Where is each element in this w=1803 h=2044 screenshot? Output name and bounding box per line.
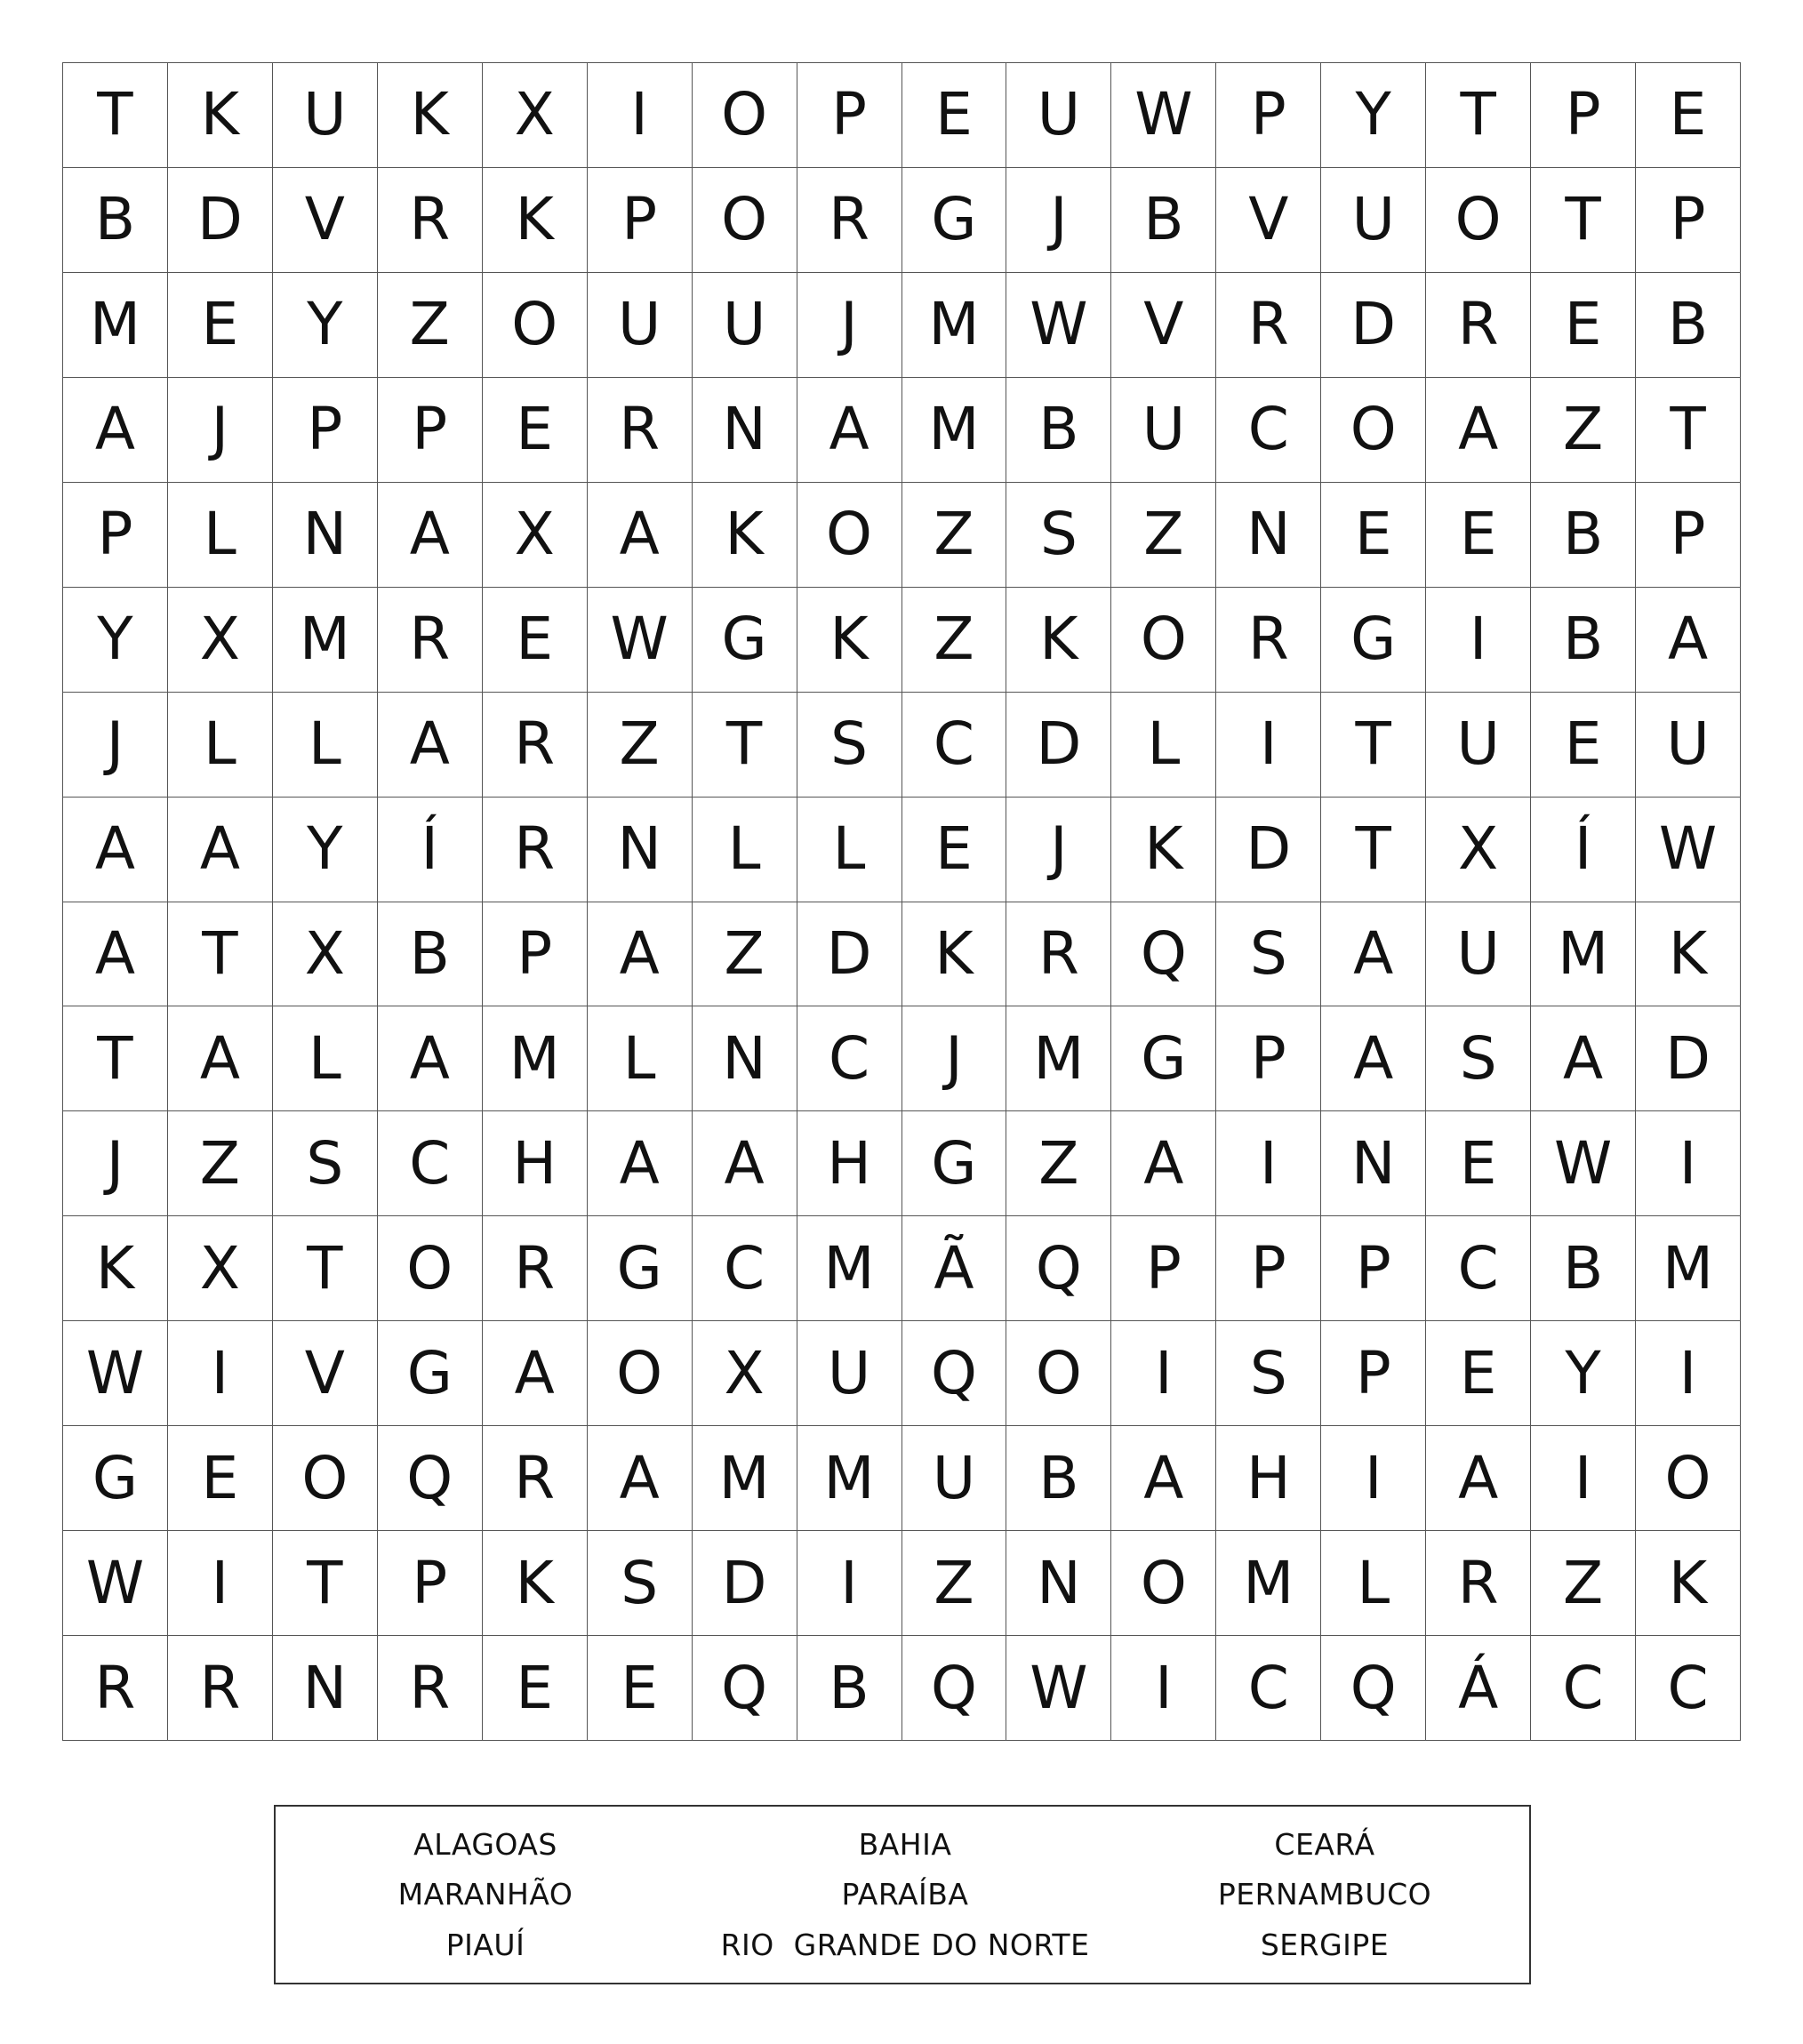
grid-cell-r7-c9[interactable]: C: [902, 693, 1007, 798]
grid-cell-r10-c2[interactable]: A: [168, 1006, 273, 1111]
grid-cell-r4-c15[interactable]: Z: [1531, 378, 1636, 483]
grid-cell-r13-c2[interactable]: I: [168, 1321, 273, 1426]
grid-cell-r8-c12[interactable]: D: [1216, 798, 1321, 902]
grid-cell-r11-c12[interactable]: I: [1216, 1111, 1321, 1216]
grid-cell-r15-c11[interactable]: O: [1111, 1531, 1216, 1636]
grid-cell-r14-c4[interactable]: Q: [378, 1426, 483, 1531]
grid-cell-r11-c13[interactable]: N: [1321, 1111, 1426, 1216]
grid-cell-r2-c1[interactable]: B: [63, 168, 168, 273]
grid-cell-r2-c11[interactable]: B: [1111, 168, 1216, 273]
grid-cell-r3-c13[interactable]: D: [1321, 273, 1426, 378]
grid-cell-r10-c9[interactable]: J: [902, 1006, 1007, 1111]
grid-cell-r8-c13[interactable]: T: [1321, 798, 1426, 902]
grid-cell-r15-c15[interactable]: Z: [1531, 1531, 1636, 1636]
grid-cell-r11-c11[interactable]: A: [1111, 1111, 1216, 1216]
grid-cell-r7-c4[interactable]: A: [378, 693, 483, 798]
grid-cell-r9-c2[interactable]: T: [168, 902, 273, 1007]
grid-cell-r5-c13[interactable]: E: [1321, 483, 1426, 588]
grid-cell-r9-c14[interactable]: U: [1426, 902, 1531, 1007]
grid-cell-r10-c11[interactable]: G: [1111, 1006, 1216, 1111]
grid-cell-r1-c10[interactable]: U: [1006, 63, 1111, 168]
grid-cell-r8-c10[interactable]: J: [1006, 798, 1111, 902]
grid-cell-r14-c9[interactable]: U: [902, 1426, 1007, 1531]
grid-cell-r2-c10[interactable]: J: [1006, 168, 1111, 273]
grid-cell-r9-c1[interactable]: A: [63, 902, 168, 1007]
grid-cell-r8-c4[interactable]: Í: [378, 798, 483, 902]
grid-cell-r13-c5[interactable]: A: [483, 1321, 588, 1426]
grid-cell-r9-c3[interactable]: X: [273, 902, 378, 1007]
grid-cell-r6-c9[interactable]: Z: [902, 588, 1007, 693]
word-list-item: PIAUÍ: [445, 1928, 525, 1963]
grid-cell-r15-c12[interactable]: M: [1216, 1531, 1321, 1636]
grid-cell-r3-c4[interactable]: Z: [378, 273, 483, 378]
grid-cell-r9-c7[interactable]: Z: [693, 902, 797, 1007]
grid-cell-r2-c16[interactable]: P: [1636, 168, 1741, 273]
grid-cell-r14-c12[interactable]: H: [1216, 1426, 1321, 1531]
grid-cell-r4-c7[interactable]: N: [693, 378, 797, 483]
grid-cell-r14-c5[interactable]: R: [483, 1426, 588, 1531]
grid-cell-r2-c7[interactable]: O: [693, 168, 797, 273]
grid-cell-r6-c5[interactable]: E: [483, 588, 588, 693]
grid-cell-r8-c16[interactable]: W: [1636, 798, 1741, 902]
grid-cell-r6-c1[interactable]: Y: [63, 588, 168, 693]
grid-cell-r13-c9[interactable]: Q: [902, 1321, 1007, 1426]
grid-cell-r10-c3[interactable]: L: [273, 1006, 378, 1111]
grid-cell-r6-c10[interactable]: K: [1006, 588, 1111, 693]
grid-cell-r5-c8[interactable]: O: [797, 483, 902, 588]
grid-cell-r12-c5[interactable]: R: [483, 1216, 588, 1321]
grid-cell-r13-c1[interactable]: W: [63, 1321, 168, 1426]
grid-cell-r10-c6[interactable]: L: [588, 1006, 693, 1111]
grid-cell-r1-c1[interactable]: T: [63, 63, 168, 168]
grid-cell-r3-c5[interactable]: O: [483, 273, 588, 378]
grid-cell-r7-c8[interactable]: S: [797, 693, 902, 798]
grid-cell-r6-c3[interactable]: M: [273, 588, 378, 693]
grid-cell-r6-c14[interactable]: I: [1426, 588, 1531, 693]
grid-cell-r6-c15[interactable]: B: [1531, 588, 1636, 693]
grid-cell-r11-c16[interactable]: I: [1636, 1111, 1741, 1216]
grid-cell-r3-c6[interactable]: U: [588, 273, 693, 378]
grid-cell-r5-c15[interactable]: B: [1531, 483, 1636, 588]
grid-cell-r2-c13[interactable]: U: [1321, 168, 1426, 273]
grid-cell-r8-c8[interactable]: L: [797, 798, 902, 902]
grid-cell-r12-c6[interactable]: G: [588, 1216, 693, 1321]
grid-cell-r10-c10[interactable]: M: [1006, 1006, 1111, 1111]
grid-cell-r11-c7[interactable]: A: [693, 1111, 797, 1216]
grid-cell-r4-c5[interactable]: E: [483, 378, 588, 483]
grid-cell-r5-c11[interactable]: Z: [1111, 483, 1216, 588]
grid-cell-r3-c9[interactable]: M: [902, 273, 1007, 378]
grid-cell-r9-c11[interactable]: Q: [1111, 902, 1216, 1007]
grid-cell-r10-c7[interactable]: N: [693, 1006, 797, 1111]
grid-cell-r7-c15[interactable]: E: [1531, 693, 1636, 798]
grid-cell-r12-c11[interactable]: P: [1111, 1216, 1216, 1321]
grid-cell-r7-c12[interactable]: I: [1216, 693, 1321, 798]
grid-cell-r5-c16[interactable]: P: [1636, 483, 1741, 588]
grid-cell-r12-c9[interactable]: Ã: [902, 1216, 1007, 1321]
grid-cell-r7-c14[interactable]: U: [1426, 693, 1531, 798]
grid-cell-r6-c4[interactable]: R: [378, 588, 483, 693]
grid-cell-r11-c14[interactable]: E: [1426, 1111, 1531, 1216]
grid-cell-r13-c13[interactable]: P: [1321, 1321, 1426, 1426]
word-list-item: PERNAMBUCO: [1217, 1877, 1432, 1912]
grid-cell-r14-c10[interactable]: B: [1006, 1426, 1111, 1531]
grid-cell-r4-c3[interactable]: P: [273, 378, 378, 483]
grid-cell-r12-c1[interactable]: K: [63, 1216, 168, 1321]
grid-cell-r7-c1[interactable]: J: [63, 693, 168, 798]
grid-cell-r14-c3[interactable]: O: [273, 1426, 378, 1531]
grid-cell-r8-c1[interactable]: A: [63, 798, 168, 902]
grid-cell-r4-c10[interactable]: B: [1006, 378, 1111, 483]
grid-cell-r13-c10[interactable]: O: [1006, 1321, 1111, 1426]
grid-cell-r1-c7[interactable]: O: [693, 63, 797, 168]
grid-cell-r16-c16[interactable]: C: [1636, 1636, 1741, 1741]
grid-cell-r13-c11[interactable]: I: [1111, 1321, 1216, 1426]
grid-cell-r12-c4[interactable]: O: [378, 1216, 483, 1321]
grid-cell-r8-c2[interactable]: A: [168, 798, 273, 902]
word-search-grid: [62, 62, 1741, 1741]
grid-cell-r15-c7[interactable]: D: [693, 1531, 797, 1636]
grid-cell-r15-c3[interactable]: T: [273, 1531, 378, 1636]
grid-cell-r1-c13[interactable]: Y: [1321, 63, 1426, 168]
grid-cell-r6-c11[interactable]: O: [1111, 588, 1216, 693]
grid-cell-r16-c4[interactable]: R: [378, 1636, 483, 1741]
grid-cell-r4-c11[interactable]: U: [1111, 378, 1216, 483]
grid-cell-r11-c8[interactable]: H: [797, 1111, 902, 1216]
grid-cell-r9-c10[interactable]: R: [1006, 902, 1111, 1007]
grid-cell-r7-c13[interactable]: T: [1321, 693, 1426, 798]
grid-cell-r13-c12[interactable]: S: [1216, 1321, 1321, 1426]
grid-cell-r4-c12[interactable]: C: [1216, 378, 1321, 483]
grid-cell-r6-c16[interactable]: A: [1636, 588, 1741, 693]
grid-cell-r3-c12[interactable]: R: [1216, 273, 1321, 378]
grid-cell-r1-c15[interactable]: P: [1531, 63, 1636, 168]
grid-cell-r1-c8[interactable]: P: [797, 63, 902, 168]
grid-cell-r10-c13[interactable]: A: [1321, 1006, 1426, 1111]
grid-cell-r7-c10[interactable]: D: [1006, 693, 1111, 798]
grid-cell-r15-c8[interactable]: I: [797, 1531, 902, 1636]
grid-cell-r1-c3[interactable]: U: [273, 63, 378, 168]
grid-cell-r15-c16[interactable]: K: [1636, 1531, 1741, 1636]
grid-cell-r16-c15[interactable]: C: [1531, 1636, 1636, 1741]
grid-cell-r14-c15[interactable]: I: [1531, 1426, 1636, 1531]
grid-cell-r16-c13[interactable]: Q: [1321, 1636, 1426, 1741]
grid-cell-r16-c12[interactable]: C: [1216, 1636, 1321, 1741]
grid-cell-r11-c15[interactable]: W: [1531, 1111, 1636, 1216]
grid-cell-r2-c15[interactable]: T: [1531, 168, 1636, 273]
word-list-item: PARAÍBA: [841, 1877, 969, 1912]
grid-cell-r1-c4[interactable]: K: [378, 63, 483, 168]
grid-cell-r9-c5[interactable]: P: [483, 902, 588, 1007]
grid-cell-r5-c5[interactable]: X: [483, 483, 588, 588]
grid-cell-r11-c3[interactable]: S: [273, 1111, 378, 1216]
grid-cell-r7-c7[interactable]: T: [693, 693, 797, 798]
grid-cell-r11-c4[interactable]: C: [378, 1111, 483, 1216]
grid-cell-r1-c2[interactable]: K: [168, 63, 273, 168]
grid-cell-r9-c8[interactable]: D: [797, 902, 902, 1007]
grid-cell-r3-c16[interactable]: B: [1636, 273, 1741, 378]
grid-cell-r15-c9[interactable]: Z: [902, 1531, 1007, 1636]
grid-cell-r7-c16[interactable]: U: [1636, 693, 1741, 798]
grid-cell-r9-c6[interactable]: A: [588, 902, 693, 1007]
grid-cell-r12-c10[interactable]: Q: [1006, 1216, 1111, 1321]
grid-cell-r16-c2[interactable]: R: [168, 1636, 273, 1741]
grid-cell-r13-c16[interactable]: I: [1636, 1321, 1741, 1426]
grid-cell-r10-c16[interactable]: D: [1636, 1006, 1741, 1111]
grid-cell-r11-c2[interactable]: Z: [168, 1111, 273, 1216]
grid-cell-r14-c14[interactable]: A: [1426, 1426, 1531, 1531]
grid-cell-r13-c15[interactable]: Y: [1531, 1321, 1636, 1426]
grid-cell-r13-c6[interactable]: O: [588, 1321, 693, 1426]
grid-cell-r11-c9[interactable]: G: [902, 1111, 1007, 1216]
grid-cell-r15-c1[interactable]: W: [63, 1531, 168, 1636]
grid-cell-r13-c4[interactable]: G: [378, 1321, 483, 1426]
grid-cell-r9-c16[interactable]: K: [1636, 902, 1741, 1007]
grid-cell-r3-c15[interactable]: E: [1531, 273, 1636, 378]
grid-cell-r1-c6[interactable]: I: [588, 63, 693, 168]
grid-cell-r14-c1[interactable]: G: [63, 1426, 168, 1531]
grid-cell-r13-c7[interactable]: X: [693, 1321, 797, 1426]
grid-cell-r8-c5[interactable]: R: [483, 798, 588, 902]
grid-cell-r9-c15[interactable]: M: [1531, 902, 1636, 1007]
grid-cell-r3-c11[interactable]: V: [1111, 273, 1216, 378]
grid-cell-r5-c6[interactable]: A: [588, 483, 693, 588]
grid-cell-r5-c9[interactable]: Z: [902, 483, 1007, 588]
grid-cell-r2-c4[interactable]: R: [378, 168, 483, 273]
grid-cell-r6-c6[interactable]: W: [588, 588, 693, 693]
grid-cell-r12-c8[interactable]: M: [797, 1216, 902, 1321]
grid-cell-r5-c7[interactable]: K: [693, 483, 797, 588]
grid-cell-r14-c7[interactable]: M: [693, 1426, 797, 1531]
grid-cell-r7-c6[interactable]: Z: [588, 693, 693, 798]
grid-cell-r12-c15[interactable]: B: [1531, 1216, 1636, 1321]
grid-cell-r1-c12[interactable]: P: [1216, 63, 1321, 168]
grid-cell-r7-c11[interactable]: L: [1111, 693, 1216, 798]
grid-cell-r11-c5[interactable]: H: [483, 1111, 588, 1216]
grid-cell-r14-c16[interactable]: O: [1636, 1426, 1741, 1531]
grid-cell-r6-c12[interactable]: R: [1216, 588, 1321, 693]
grid-cell-r12-c7[interactable]: C: [693, 1216, 797, 1321]
grid-cell-r3-c14[interactable]: R: [1426, 273, 1531, 378]
grid-cell-r14-c6[interactable]: A: [588, 1426, 693, 1531]
grid-cell-r11-c10[interactable]: Z: [1006, 1111, 1111, 1216]
grid-cell-r15-c13[interactable]: L: [1321, 1531, 1426, 1636]
grid-cell-r12-c14[interactable]: C: [1426, 1216, 1531, 1321]
grid-cell-r11-c1[interactable]: J: [63, 1111, 168, 1216]
grid-cell-r7-c3[interactable]: L: [273, 693, 378, 798]
grid-cell-r12-c13[interactable]: P: [1321, 1216, 1426, 1321]
grid-cell-r4-c8[interactable]: A: [797, 378, 902, 483]
grid-cell-r8-c9[interactable]: E: [902, 798, 1007, 902]
grid-cell-r2-c8[interactable]: R: [797, 168, 902, 273]
grid-cell-r2-c6[interactable]: P: [588, 168, 693, 273]
grid-cell-r5-c10[interactable]: S: [1006, 483, 1111, 588]
grid-cell-r16-c6[interactable]: E: [588, 1636, 693, 1741]
grid-cell-r8-c11[interactable]: K: [1111, 798, 1216, 902]
word-list-item: ALAGOAS: [413, 1826, 557, 1862]
grid-cell-r15-c2[interactable]: I: [168, 1531, 273, 1636]
grid-cell-r12-c3[interactable]: T: [273, 1216, 378, 1321]
grid-cell-r15-c10[interactable]: N: [1006, 1531, 1111, 1636]
grid-cell-r16-c9[interactable]: Q: [902, 1636, 1007, 1741]
grid-cell-r10-c12[interactable]: P: [1216, 1006, 1321, 1111]
grid-cell-r4-c16[interactable]: T: [1636, 378, 1741, 483]
grid-cell-r10-c15[interactable]: A: [1531, 1006, 1636, 1111]
grid-cell-r13-c14[interactable]: E: [1426, 1321, 1531, 1426]
grid-cell-r8-c7[interactable]: L: [693, 798, 797, 902]
grid-cell-r16-c3[interactable]: N: [273, 1636, 378, 1741]
grid-cell-r16-c1[interactable]: R: [63, 1636, 168, 1741]
grid-cell-r1-c5[interactable]: X: [483, 63, 588, 168]
grid-cell-r5-c4[interactable]: A: [378, 483, 483, 588]
grid-cell-r14-c13[interactable]: I: [1321, 1426, 1426, 1531]
grid-cell-r9-c4[interactable]: B: [378, 902, 483, 1007]
grid-cell-r2-c9[interactable]: G: [902, 168, 1007, 273]
grid-cell-r3-c2[interactable]: E: [168, 273, 273, 378]
grid-cell-r1-c14[interactable]: T: [1426, 63, 1531, 168]
grid-cell-r15-c14[interactable]: R: [1426, 1531, 1531, 1636]
grid-cell-r6-c7[interactable]: G: [693, 588, 797, 693]
grid-cell-r16-c5[interactable]: E: [483, 1636, 588, 1741]
grid-cell-r1-c9[interactable]: E: [902, 63, 1007, 168]
grid-cell-r6-c8[interactable]: K: [797, 588, 902, 693]
grid-cell-r16-c10[interactable]: W: [1006, 1636, 1111, 1741]
grid-cell-r3-c10[interactable]: W: [1006, 273, 1111, 378]
grid-cell-r3-c3[interactable]: Y: [273, 273, 378, 378]
grid-cell-r2-c14[interactable]: O: [1426, 168, 1531, 273]
grid-cell-r9-c12[interactable]: S: [1216, 902, 1321, 1007]
grid-cell-r7-c5[interactable]: R: [483, 693, 588, 798]
grid-cell-r9-c13[interactable]: A: [1321, 902, 1426, 1007]
grid-cell-r12-c16[interactable]: M: [1636, 1216, 1741, 1321]
grid-cell-r4-c14[interactable]: A: [1426, 378, 1531, 483]
grid-cell-r2-c12[interactable]: V: [1216, 168, 1321, 273]
grid-cell-r15-c5[interactable]: K: [483, 1531, 588, 1636]
word-list: [274, 1805, 1531, 1984]
grid-cell-r16-c7[interactable]: Q: [693, 1636, 797, 1741]
grid-cell-r4-c6[interactable]: R: [588, 378, 693, 483]
grid-cell-r14-c2[interactable]: E: [168, 1426, 273, 1531]
grid-cell-r3-c1[interactable]: M: [63, 273, 168, 378]
grid-cell-r5-c1[interactable]: P: [63, 483, 168, 588]
grid-cell-r16-c8[interactable]: B: [797, 1636, 902, 1741]
grid-cell-r5-c2[interactable]: L: [168, 483, 273, 588]
grid-cell-r13-c3[interactable]: V: [273, 1321, 378, 1426]
grid-cell-r4-c4[interactable]: P: [378, 378, 483, 483]
grid-cell-r8-c15[interactable]: Í: [1531, 798, 1636, 902]
grid-cell-r3-c7[interactable]: U: [693, 273, 797, 378]
grid-cell-r15-c4[interactable]: P: [378, 1531, 483, 1636]
grid-cell-r1-c16[interactable]: E: [1636, 63, 1741, 168]
grid-cell-r4-c2[interactable]: J: [168, 378, 273, 483]
grid-cell-r2-c5[interactable]: K: [483, 168, 588, 273]
grid-cell-r10-c4[interactable]: A: [378, 1006, 483, 1111]
grid-cell-r11-c6[interactable]: A: [588, 1111, 693, 1216]
grid-cell-r2-c3[interactable]: V: [273, 168, 378, 273]
grid-cell-r6-c13[interactable]: G: [1321, 588, 1426, 693]
word-list-item: RIO GRANDE DO NORTE: [720, 1928, 1090, 1963]
grid-cell-r12-c12[interactable]: P: [1216, 1216, 1321, 1321]
grid-cell-r16-c14[interactable]: Á: [1426, 1636, 1531, 1741]
word-list-item: SERGIPE: [1260, 1928, 1390, 1963]
grid-cell-r8-c14[interactable]: X: [1426, 798, 1531, 902]
grid-cell-r12-c2[interactable]: X: [168, 1216, 273, 1321]
grid-cell-r13-c8[interactable]: U: [797, 1321, 902, 1426]
grid-cell-r8-c6[interactable]: N: [588, 798, 693, 902]
word-list-item: CEARÁ: [1274, 1826, 1375, 1862]
grid-cell-r5-c12[interactable]: N: [1216, 483, 1321, 588]
grid-cell-r14-c8[interactable]: M: [797, 1426, 902, 1531]
grid-cell-r3-c8[interactable]: J: [797, 273, 902, 378]
grid-cell-r4-c13[interactable]: O: [1321, 378, 1426, 483]
word-list-item: BAHIA: [858, 1826, 952, 1862]
grid-cell-r5-c3[interactable]: N: [273, 483, 378, 588]
grid-cell-r4-c9[interactable]: M: [902, 378, 1007, 483]
grid-cell-r10-c5[interactable]: M: [483, 1006, 588, 1111]
grid-cell-r10-c1[interactable]: T: [63, 1006, 168, 1111]
grid-cell-r10-c14[interactable]: S: [1426, 1006, 1531, 1111]
grid-cell-r14-c11[interactable]: A: [1111, 1426, 1216, 1531]
grid-cell-r1-c11[interactable]: W: [1111, 63, 1216, 168]
grid-cell-r6-c2[interactable]: X: [168, 588, 273, 693]
grid-cell-r15-c6[interactable]: S: [588, 1531, 693, 1636]
grid-cell-r7-c2[interactable]: L: [168, 693, 273, 798]
grid-cell-r10-c8[interactable]: C: [797, 1006, 902, 1111]
grid-cell-r5-c14[interactable]: E: [1426, 483, 1531, 588]
grid-cell-r8-c3[interactable]: Y: [273, 798, 378, 902]
grid-cell-r2-c2[interactable]: D: [168, 168, 273, 273]
grid-cell-r9-c9[interactable]: K: [902, 902, 1007, 1007]
grid-cell-r4-c1[interactable]: A: [63, 378, 168, 483]
grid-cell-r16-c11[interactable]: I: [1111, 1636, 1216, 1741]
word-list-item: MARANHÃO: [397, 1877, 573, 1912]
